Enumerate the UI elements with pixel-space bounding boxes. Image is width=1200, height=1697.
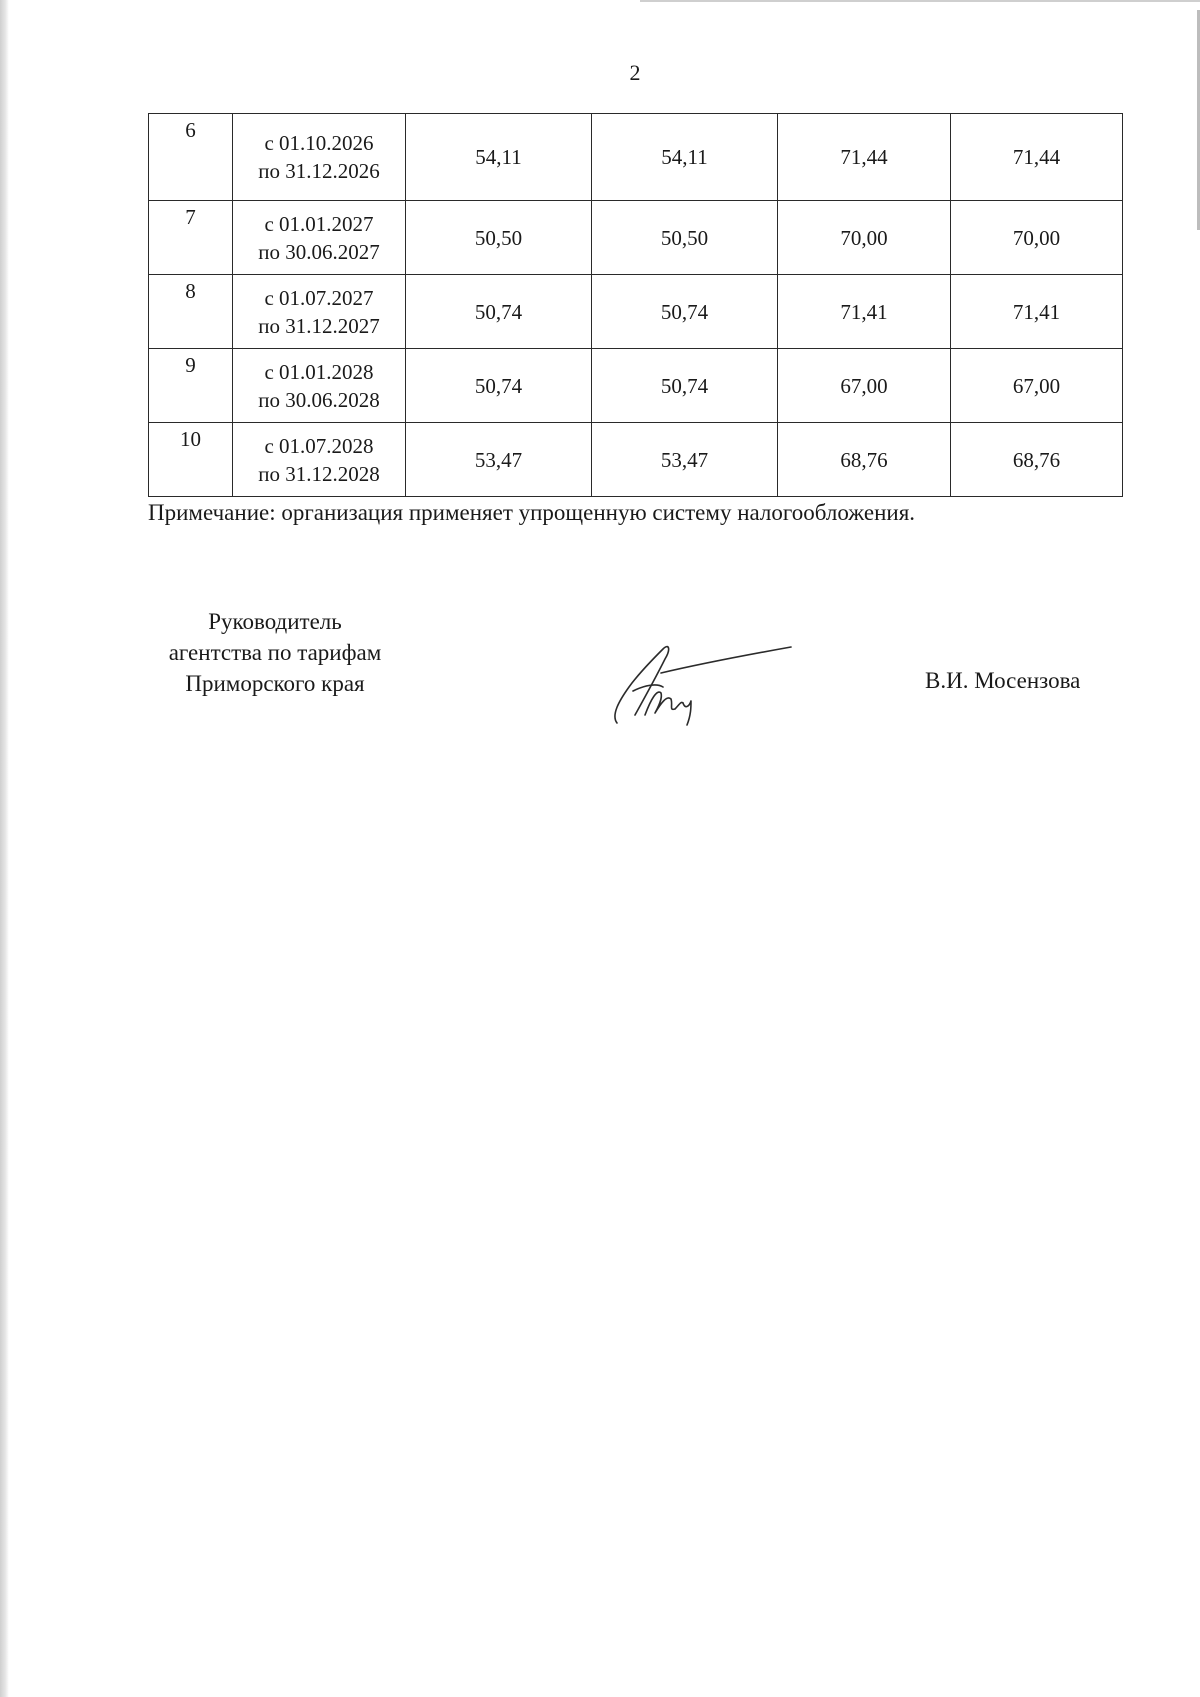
signer-title — [140, 606, 410, 699]
period-to: по 31.12.2027 — [258, 313, 380, 338]
period-to: по 30.06.2028 — [258, 387, 380, 412]
value-cell: 50,50 — [592, 201, 778, 275]
signer-title-line: Руководитель — [208, 609, 342, 634]
page-number: 2 — [629, 60, 641, 85]
row-number: 7 — [149, 201, 233, 275]
row-number: 8 — [149, 275, 233, 349]
period-cell — [233, 275, 406, 349]
note-text: Примечание: организация применяет упрощенную систему налогообложения. — [148, 500, 916, 525]
period-cell — [233, 201, 406, 275]
period-to: по 31.12.2026 — [258, 159, 380, 183]
value-cell: 71,41 — [951, 275, 1123, 349]
period-from: с 01.01.2028 — [264, 359, 374, 384]
value-cell: 54,11 — [592, 114, 778, 201]
value-cell: 68,76 — [778, 423, 951, 497]
tariff-table — [148, 113, 1123, 497]
value-cell: 50,50 — [406, 201, 592, 275]
value-cell: 71,44 — [951, 114, 1123, 201]
period-cell — [233, 423, 406, 497]
period-from: с 01.07.2027 — [264, 285, 374, 310]
signer-title-line: агентства по тарифам — [168, 640, 382, 665]
handwritten-signature — [605, 635, 795, 731]
value-cell: 53,47 — [592, 423, 778, 497]
value-cell: 71,41 — [778, 275, 951, 349]
value-cell: 67,00 — [778, 349, 951, 423]
value-cell: 50,74 — [592, 349, 778, 423]
value-cell: 67,00 — [951, 349, 1123, 423]
value-cell: 53,47 — [406, 423, 592, 497]
signer-title-line: Приморского края — [185, 671, 365, 696]
period-from: с 01.07.2028 — [264, 433, 374, 458]
scan-edge-top — [640, 0, 1200, 2]
row-number: 9 — [149, 349, 233, 423]
value-cell: 68,76 — [951, 423, 1123, 497]
table-row — [149, 114, 1123, 201]
value-cell: 50,74 — [592, 275, 778, 349]
signer-name: В.И. Мосензова — [925, 668, 1081, 693]
period-to: по 31.12.2028 — [258, 461, 380, 486]
row-number: 10 — [149, 423, 233, 497]
table-row — [149, 201, 1123, 275]
period-to: по 30.06.2027 — [258, 239, 380, 264]
scan-edge-left — [0, 0, 9, 1697]
value-cell: 71,44 — [778, 114, 951, 201]
value-cell: 70,00 — [951, 201, 1123, 275]
value-cell: 50,74 — [406, 349, 592, 423]
table-row — [149, 349, 1123, 423]
row-number: 6 — [149, 114, 233, 201]
period-cell — [233, 114, 406, 201]
value-cell: 70,00 — [778, 201, 951, 275]
table-row — [149, 275, 1123, 349]
table-row — [149, 423, 1123, 497]
period-cell — [233, 349, 406, 423]
value-cell: 50,74 — [406, 275, 592, 349]
value-cell: 54,11 — [406, 114, 592, 201]
period-from: с 01.01.2027 — [264, 211, 374, 236]
period-from: с 01.10.2026 — [264, 131, 374, 155]
